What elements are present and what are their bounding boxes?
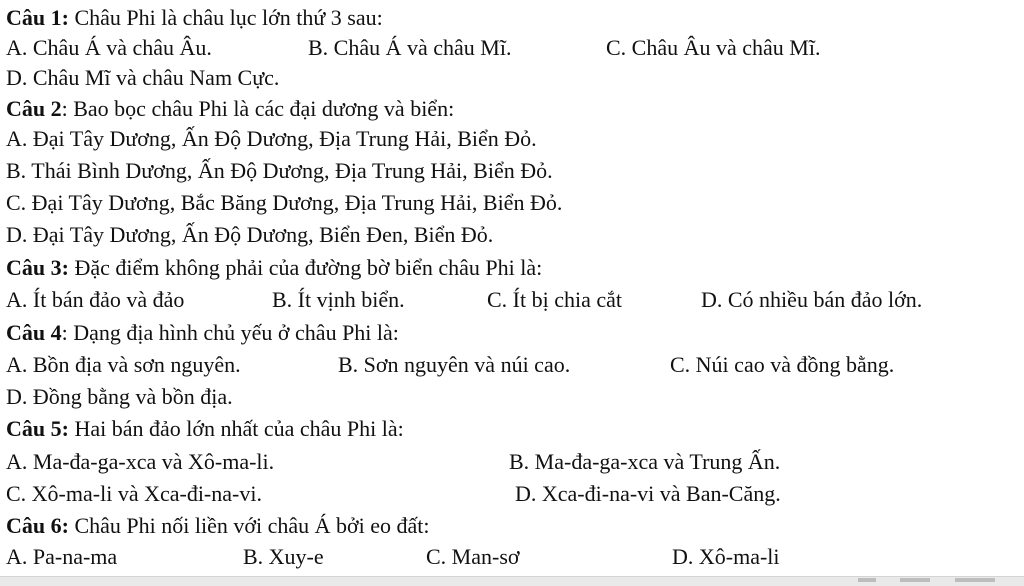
question-1-option-c: C. Châu Âu và châu Mĩ.	[606, 35, 821, 60]
question-6-text: Châu Phi nối liền với châu Á bởi eo đất:	[68, 513, 430, 538]
question-6-stem	[6, 511, 430, 541]
question-4-label: Câu 4	[6, 320, 62, 345]
question-3-option-b: B. Ít vịnh biển.	[272, 287, 405, 312]
question-2-text: : Bao bọc châu Phi là các đại dương và biển:	[61, 96, 455, 121]
question-2-option-c: C. Đại Tây Dương, Bắc Băng Dương, Địa Trung Hải, Biển Đỏ.	[6, 190, 563, 215]
question-6-label: Câu 6:	[6, 513, 69, 538]
question-5-option-b: B. Ma-đa-ga-xca và Trung Ấn.	[509, 449, 781, 474]
bottom-edge-mark	[858, 578, 876, 582]
question-5-label: Câu 5:	[6, 416, 69, 441]
question-1-text: Châu Phi là châu lục lớn thứ 3 sau:	[68, 5, 383, 30]
question-6-option-b: B. Xuy-e	[243, 544, 324, 569]
question-5-stem	[6, 414, 404, 444]
question-4-option-b: B. Sơn nguyên và núi cao.	[338, 352, 571, 377]
question-1-label: Câu 1:	[6, 5, 69, 30]
question-3-option-d: D. Có nhiều bán đảo lớn.	[701, 287, 923, 312]
question-2-stem	[6, 94, 454, 124]
question-4-stem	[6, 318, 399, 348]
bottom-edge-mark	[955, 578, 995, 582]
question-6-option-c: C. Man-sơ	[426, 544, 520, 569]
question-2-option-b: B. Thái Bình Dương, Ấn Độ Dương, Địa Trung Hải, Biển Đỏ.	[6, 158, 553, 183]
question-1-option-d: D. Châu Mĩ và châu Nam Cực.	[6, 65, 280, 90]
question-4-text: : Dạng địa hình chủ yếu ở châu Phi là:	[61, 320, 399, 345]
question-2-label: Câu 2	[6, 96, 62, 121]
question-4-option-a: A. Bồn địa và sơn nguyên.	[6, 352, 241, 377]
question-2-option-a: A. Đại Tây Dương, Ấn Độ Dương, Địa Trung Hải, Biển Đỏ.	[6, 126, 537, 151]
question-3-text: Đặc điểm không phải của đường bờ biển châu Phi là:	[68, 255, 543, 280]
question-3-option-c: C. Ít bị chia cắt	[487, 287, 623, 312]
question-2-option-d: D. Đại Tây Dương, Ấn Độ Dương, Biển Đen, Biển Đỏ.	[6, 222, 494, 247]
question-5-option-d: D. Xca-đi-na-vi và Ban-Căng.	[515, 481, 781, 506]
question-3-option-a: A. Ít bán đảo và đảo	[6, 287, 185, 312]
question-5-option-c: C. Xô-ma-li và Xca-đi-na-vi.	[6, 481, 262, 506]
question-5-option-a: A. Ma-đa-ga-xca và Xô-ma-li.	[6, 449, 275, 474]
question-6-option-a: A. Pa-na-ma	[6, 544, 118, 569]
question-6-option-d: D. Xô-ma-li	[672, 544, 780, 569]
question-1-option-b: B. Châu Á và châu Mĩ.	[308, 35, 512, 60]
question-3-label: Câu 3:	[6, 255, 69, 280]
question-5-text: Hai bán đảo lớn nhất của châu Phi là:	[68, 416, 404, 441]
question-4-option-c: C. Núi cao và đồng bằng.	[670, 352, 895, 377]
question-3-stem	[6, 253, 542, 283]
question-4-option-d: D. Đồng bằng và bồn địa.	[6, 384, 233, 409]
question-1-option-a: A. Châu Á và châu Âu.	[6, 35, 212, 60]
question-1-stem	[6, 3, 383, 33]
bottom-edge-mark	[900, 578, 930, 582]
